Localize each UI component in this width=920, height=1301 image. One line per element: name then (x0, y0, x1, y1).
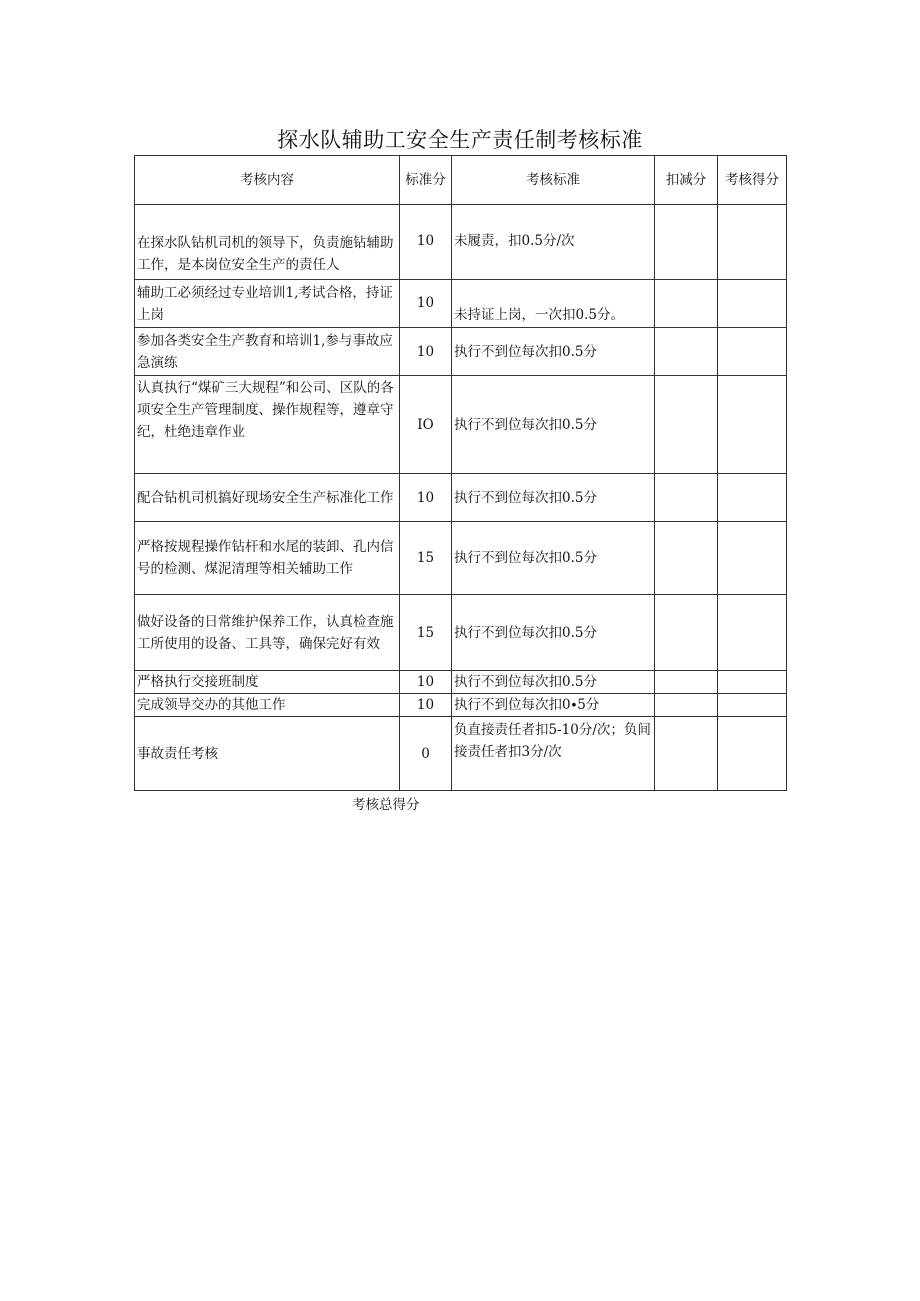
row-content: 做好设备的日常维护保养工作，认真检查施工所使用的设备、工具等，确保完好有效 (135, 595, 400, 671)
row-deduction-cell[interactable] (655, 474, 718, 522)
table-row (135, 205, 787, 280)
row-criteria: 执行不到位每次扣0.5分 (452, 376, 655, 474)
row-score-cell[interactable] (718, 694, 787, 717)
header-standard-score: 标准分 (400, 156, 452, 205)
row-deduction-cell[interactable] (655, 522, 718, 595)
header-score: 考核得分 (718, 156, 787, 205)
row-score-cell[interactable] (718, 328, 787, 376)
row-score-cell[interactable] (718, 717, 787, 791)
row-criteria: 执行不到位每次扣0.5分 (452, 474, 655, 522)
header-deduction: 扣减分 (655, 156, 718, 205)
row-content: 配合钻机司机搞好现场安全生产标准化工作 (135, 474, 400, 522)
row-standard-score: 10 (400, 328, 452, 376)
row-deduction-cell[interactable] (655, 671, 718, 694)
row-criteria: 负直接责任者扣5-10分/次；负间接责任者扣3分/次 (452, 717, 655, 791)
row-content: 辅助工必须经过专业培训1,考试合格，持证上岗 (135, 280, 400, 328)
row-content: 参加各类安全生产教育和培训1,参与事故应急演练 (135, 328, 400, 376)
total-score-label: 考核总得分 (352, 797, 420, 813)
table-row (135, 717, 787, 791)
row-deduction-cell[interactable] (655, 328, 718, 376)
table-row (135, 376, 787, 474)
row-standard-score: IO (400, 376, 452, 474)
row-criteria: 执行不到位每次扣0.5分 (452, 671, 655, 694)
row-standard-score: 10 (400, 280, 452, 328)
row-score-cell[interactable] (718, 205, 787, 280)
table-row (135, 328, 787, 376)
table-row (135, 474, 787, 522)
row-deduction-cell[interactable] (655, 205, 718, 280)
row-score-cell[interactable] (718, 474, 787, 522)
table-row (135, 595, 787, 671)
row-score-cell[interactable] (718, 522, 787, 595)
row-content: 严格按规程操作钻杆和水尾的装卸、孔内信号的检测、煤泥清理等相关辅助工作 (135, 522, 400, 595)
table-row (135, 280, 787, 328)
header-row (135, 156, 787, 205)
row-content: 认真执行“煤矿三大规程”和公司、区队的各项安全生产管理制度、操作规程等，遵章守纪，杜绝违章作业 (135, 376, 400, 474)
row-deduction-cell[interactable] (655, 376, 718, 474)
row-criteria: 未持证上岗，一次扣0.5分。 (452, 280, 655, 328)
row-standard-score: 15 (400, 522, 452, 595)
table-row (135, 671, 787, 694)
row-criteria: 执行不到位每次扣0.5分 (452, 595, 655, 671)
row-score-cell[interactable] (718, 671, 787, 694)
row-criteria: 执行不到位每次扣0.5分 (452, 328, 655, 376)
row-score-cell[interactable] (718, 280, 787, 328)
row-criteria: 执行不到位每次扣0.5分 (452, 522, 655, 595)
row-criteria: 未履责，扣0.5分/次 (452, 205, 655, 280)
table-row (135, 522, 787, 595)
row-deduction-cell[interactable] (655, 717, 718, 791)
row-criteria: 执行不到位每次扣0∙5分 (452, 694, 655, 717)
row-standard-score: 10 (400, 671, 452, 694)
header-content: 考核内容 (135, 156, 400, 205)
row-score-cell[interactable] (718, 376, 787, 474)
table-row (135, 694, 787, 717)
row-standard-score: 10 (400, 694, 452, 717)
row-content: 在探水队钻机司机的领导下，负责施钻辅助工作，是本岗位安全生产的责任人 (135, 205, 400, 280)
header-criteria: 考核标准 (452, 156, 655, 205)
row-content: 完成领导交办的其他工作 (135, 694, 400, 717)
row-standard-score: 10 (400, 205, 452, 280)
row-content: 事故责任考核 (135, 717, 400, 791)
document-title: 探水队辅助工安全生产责任制考核标准 (277, 128, 643, 152)
row-standard-score: 10 (400, 474, 452, 522)
row-content: 严格执行交接班制度 (135, 671, 400, 694)
row-standard-score: 15 (400, 595, 452, 671)
assessment-table (134, 155, 787, 791)
row-score-cell[interactable] (718, 595, 787, 671)
row-deduction-cell[interactable] (655, 280, 718, 328)
row-deduction-cell[interactable] (655, 694, 718, 717)
row-deduction-cell[interactable] (655, 595, 718, 671)
row-standard-score: 0 (400, 717, 452, 791)
